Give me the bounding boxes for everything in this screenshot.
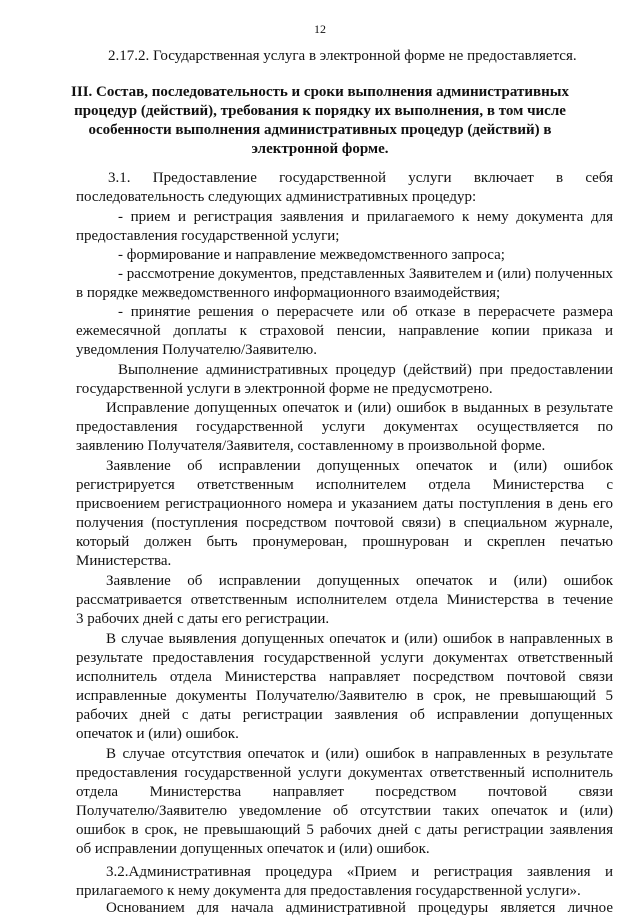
- section-heading-line-2: процедур (действий), требования к порядку их выполнения, в том числе: [74, 103, 566, 119]
- paragraph-line: Заявление об исправлении допущенных опечаток и (или) ошибок: [106, 458, 613, 474]
- list-item-line: - прием и регистрация заявления и прилагаемого к нему документа для: [118, 209, 613, 225]
- paragraph-line: Исправление допущенных опечаток и (или) ошибок в выданных в результате: [106, 400, 613, 416]
- list-item-line: в порядке межведомственного информационного взаимодействия;: [76, 285, 501, 301]
- paragraph-line: государственной услуги в электронной форме не предусмотрено.: [76, 381, 493, 397]
- list-item-line: - формирование и направление межведомственного запроса;: [118, 247, 505, 263]
- paragraph-line: исправленные документы Получателю/Заявителю в срок, не превышающий 5: [76, 688, 613, 704]
- paragraph-line: отдела Министерства направляет посредством почтовой связи: [76, 784, 613, 800]
- paragraph-line: который должен быть пронумерован, прошнурован и скреплен печатью: [76, 534, 613, 550]
- page-number: 12: [314, 22, 326, 36]
- clause-2-17-2: 2.17.2. Государственная услуга в электронной форме не предоставляется.: [108, 48, 577, 64]
- paragraph-line: прилагаемого к нему документа для предоставления государственной услуги».: [76, 883, 581, 899]
- paragraph-line: В случае выявления допущенных опечаток и (или) ошибок в направленных в: [106, 631, 613, 647]
- list-item-line: предоставления государственной услуги;: [76, 228, 340, 244]
- section-heading-line-4: электронной форме.: [251, 141, 389, 157]
- paragraph-line: 3.1. Предоставление государственной услуги включает в себя: [108, 170, 613, 186]
- paragraph-line: 3 рабочих дней с даты его регистрации.: [76, 611, 330, 627]
- paragraph-line: предоставления государственной услуги документах ответственный исполнитель: [76, 765, 613, 781]
- paragraph-line: исполнитель отдела Министерства направляет посредством почтовой связи: [76, 669, 613, 685]
- paragraph-line: В случае отсутствия опечаток и (или) ошибок в направленных в результате: [106, 746, 613, 762]
- paragraph-line: ошибок в срок, не превышающий 5 рабочих дней с даты регистрации заявления: [76, 822, 613, 838]
- paragraph-line: Заявление об исправлении допущенных опечаток и (или) ошибок: [106, 573, 613, 589]
- paragraph-line: Выполнение административных процедур (действий) при предоставлении: [118, 362, 613, 378]
- paragraph-line: Получателю/Заявителю уведомление об отсутствии таких опечаток и (или): [76, 803, 613, 819]
- paragraph-line: получения (поступления посредством почтовой связи) в специальном журнале,: [76, 515, 613, 531]
- list-item-line: уведомления Получателю/Заявителю.: [76, 342, 317, 358]
- section-heading-line-1: III. Состав, последовательность и сроки выполнения административных: [71, 84, 569, 100]
- section-heading-line-3: особенности выполнения административных процедур (действий) в: [88, 122, 552, 138]
- paragraph-line: 3.2.Административная процедура «Прием и регистрация заявления и: [106, 864, 613, 880]
- list-item-line: - рассмотрение документов, представленных Заявителем и (или) полученных: [118, 266, 613, 282]
- paragraph-line: результате предоставления государственной услуги документах ответственный: [76, 650, 613, 666]
- paragraph-line: регистрируется ответственным исполнителем отдела Министерства с: [76, 477, 613, 493]
- paragraph-line: Министерства.: [76, 553, 172, 569]
- paragraph-line: присвоением регистрационного номера и указанием даты поступления в день его: [76, 496, 613, 512]
- paragraph-line: рассматривается ответственным исполнителем отдела Министерства в течение: [76, 592, 613, 608]
- paragraph-line: последовательность следующих административных процедур:: [76, 189, 477, 205]
- paragraph-line: заявлению Получателя/Заявителя, составленному в произвольной форме.: [76, 438, 546, 454]
- paragraph-line-partial: Основанием для начала административной процедуры является личное: [106, 900, 613, 916]
- paragraph-line: рабочих дней с даты регистрации заявления об исправлении допущенных: [76, 707, 613, 723]
- paragraph-line: предоставления государственной услуги документах осуществляется по: [76, 419, 613, 435]
- paragraph-line: об исправлении допущенных опечаток и (или) ошибок.: [76, 841, 430, 857]
- list-item-line: ежемесячной доплаты к страховой пенсии, направление копии приказа и: [76, 323, 613, 339]
- paragraph-line: опечаток и (или) ошибок.: [76, 726, 239, 742]
- list-item-line: - принятие решения о перерасчете или об отказе в перерасчете размера: [118, 304, 613, 320]
